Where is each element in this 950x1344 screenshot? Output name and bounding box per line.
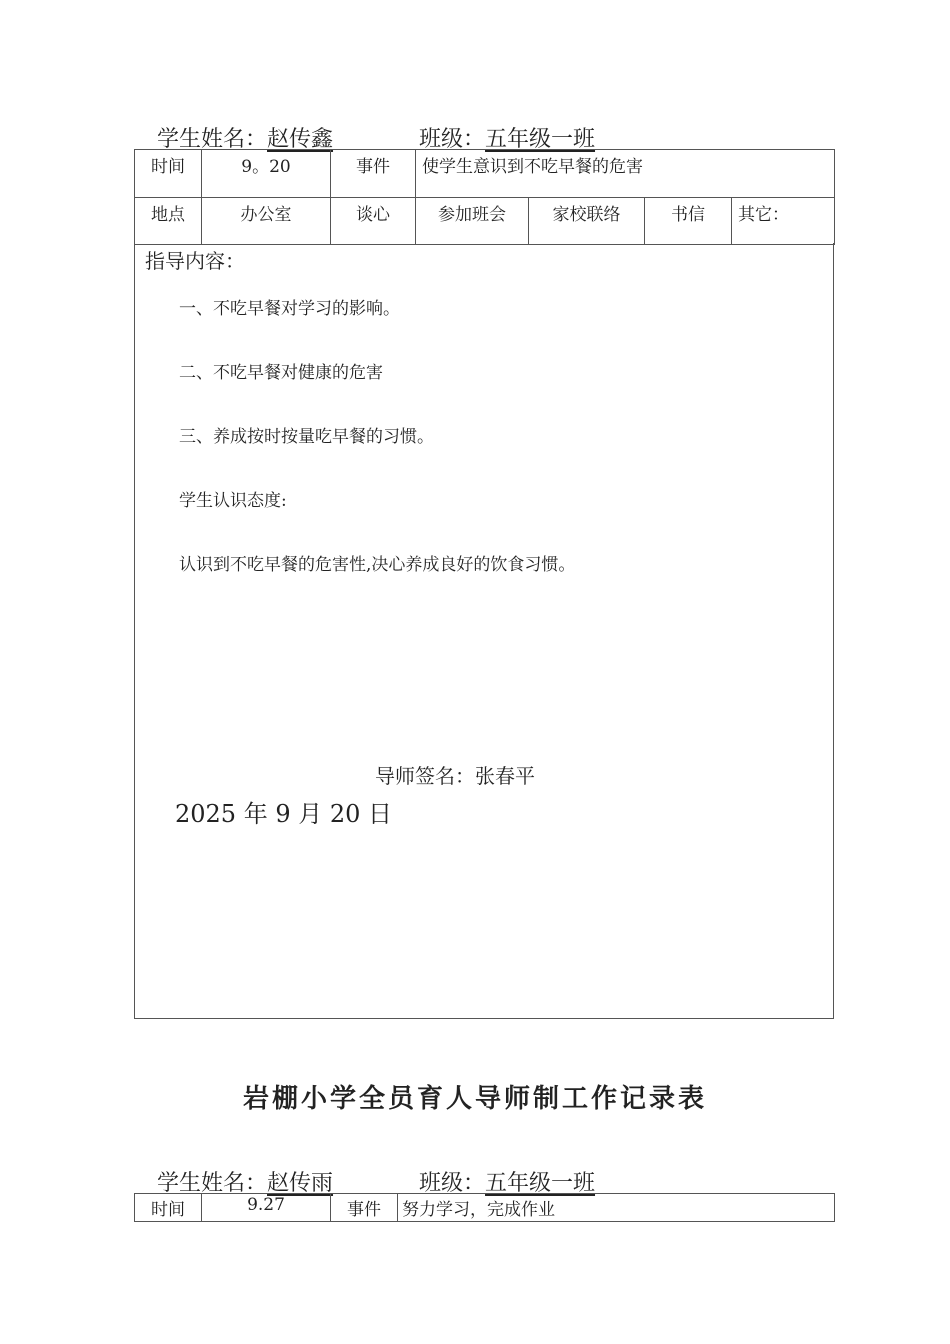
class-label-2: 班级： <box>419 1171 486 1196</box>
student-name-label: 学生姓名： <box>157 127 268 152</box>
time-value: 9。20 <box>202 150 331 198</box>
guidance-point-1: 一、不吃早餐对学习的影响。 <box>179 299 400 319</box>
record1-table <box>134 149 835 245</box>
record-date: 2025 年 9 月 20 日 <box>175 800 393 828</box>
class-value: 五年级一班 <box>485 127 596 152</box>
event-label: 事件 <box>331 150 416 198</box>
attitude-label: 学生认识态度: <box>179 491 287 511</box>
guidance-content-box <box>134 243 834 1019</box>
document-title: 岩棚小学全员育人导师制工作记录表 <box>242 1084 707 1114</box>
guidance-point-3: 三、养成按时按量吃早餐的习惯。 <box>179 427 434 447</box>
time-label: 时间 <box>135 150 202 198</box>
student-name-value-2: 赵传雨 <box>267 1171 334 1196</box>
type-other: 其它： <box>732 198 835 245</box>
time-value-2: 9.27 <box>202 1194 331 1222</box>
student-name-value: 赵传鑫 <box>267 127 334 152</box>
time-label-2: 时间 <box>135 1194 202 1222</box>
type-home-school: 家校联络 <box>529 198 645 245</box>
event-value: 使学生意识到不吃早餐的危害 <box>416 150 835 198</box>
guidance-point-2: 二、不吃早餐对健康的危害 <box>179 363 383 383</box>
type-class-meeting: 参加班会 <box>416 198 529 245</box>
place-value: 办公室 <box>202 198 331 245</box>
type-talk: 谈心 <box>331 198 416 245</box>
type-letter: 书信 <box>645 198 732 245</box>
attitude-value: 认识到不吃早餐的危害性,决心养成良好的饮食习惯。 <box>179 555 576 575</box>
event-value-2: 努力学习，完成作业 <box>398 1194 835 1222</box>
class-label: 班级： <box>419 127 486 152</box>
guidance-content-title: 指导内容： <box>145 249 245 273</box>
class-value-2: 五年级一班 <box>485 1171 596 1196</box>
place-label: 地点 <box>135 198 202 245</box>
tutor-signature: 导师签名：张春平 <box>375 764 535 788</box>
student-name-label-2: 学生姓名： <box>157 1171 268 1196</box>
event-label-2: 事件 <box>331 1194 398 1222</box>
record2-table <box>134 1193 835 1222</box>
